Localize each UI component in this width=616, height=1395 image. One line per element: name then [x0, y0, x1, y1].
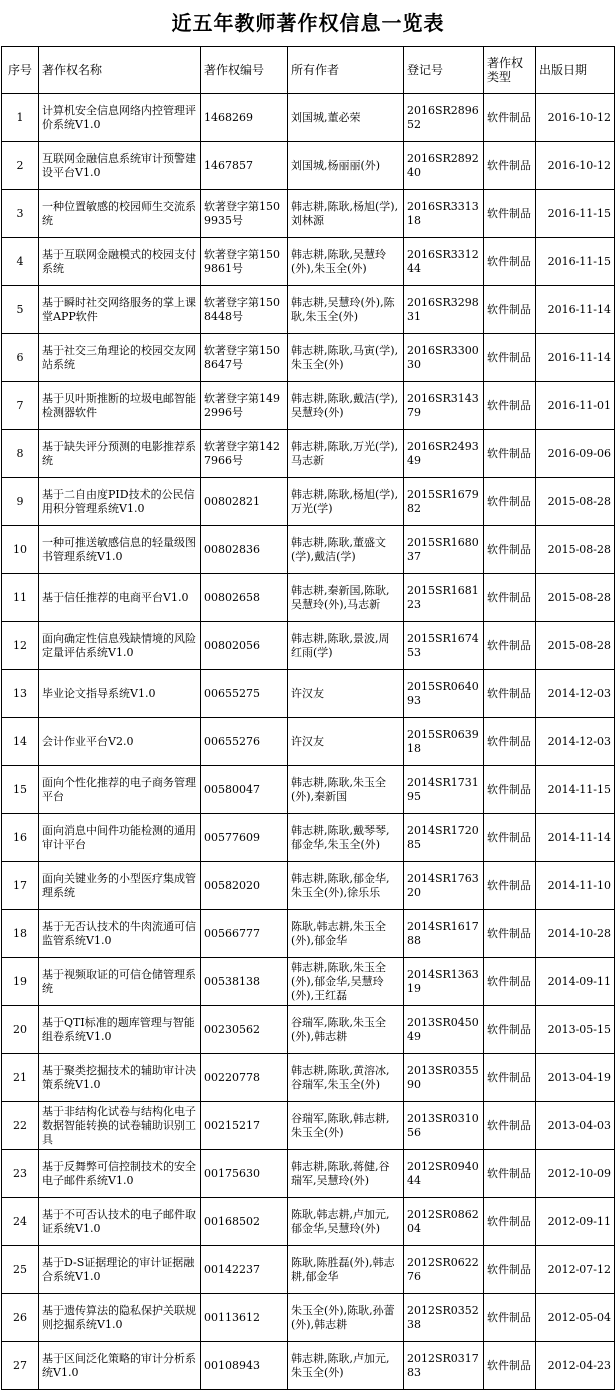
cell-code: 00175630	[201, 1150, 288, 1198]
cell-code: 00538138	[201, 958, 288, 1006]
cell-authors: 韩志耕,陈耿,朱玉全(外),秦新国	[288, 766, 404, 814]
cell-no: 21	[2, 1054, 39, 1102]
cell-code: 00168502	[201, 1198, 288, 1246]
cell-reg: 2016SR329831	[404, 286, 484, 334]
cell-type: 软件制品	[484, 814, 536, 862]
cell-name: 面向个性化推荐的电子商务管理平台	[39, 766, 201, 814]
cell-code: 软著登字第1492996号	[201, 382, 288, 430]
cell-code: 软著登字第1508647号	[201, 334, 288, 382]
table-row	[2, 1246, 615, 1294]
cell-name: 基于反舞弊可信控制技术的安全电子邮件系统V1.0	[39, 1150, 201, 1198]
cell-reg: 2016SR314379	[404, 382, 484, 430]
cell-no: 6	[2, 334, 39, 382]
cell-authors: 许汉友	[288, 670, 404, 718]
cell-no: 22	[2, 1102, 39, 1150]
cell-no: 7	[2, 382, 39, 430]
cell-type: 软件制品	[484, 1054, 536, 1102]
cell-code: 00230562	[201, 1006, 288, 1054]
table-row	[2, 238, 615, 286]
cell-reg: 2014SR172085	[404, 814, 484, 862]
table-row	[2, 1150, 615, 1198]
cell-date: 2014-12-03	[536, 718, 615, 766]
cell-authors: 韩志耕,陈耿,郁金华,朱玉全(外),徐乐乐	[288, 862, 404, 910]
header-cell-name: 著作权名称	[39, 47, 201, 94]
cell-authors: 谷瑞军,陈耿,韩志耕,朱玉全(外)	[288, 1102, 404, 1150]
cell-date: 2016-10-12	[536, 94, 615, 142]
cell-date: 2016-11-14	[536, 334, 615, 382]
cell-code: 软著登字第1508448号	[201, 286, 288, 334]
cell-date: 2014-10-28	[536, 910, 615, 958]
table-row	[2, 1102, 615, 1150]
cell-date: 2012-04-23	[536, 1342, 615, 1390]
cell-name: 基于信任推荐的电商平台V1.0	[39, 574, 201, 622]
cell-no: 20	[2, 1006, 39, 1054]
cell-authors: 谷瑞军,陈耿,朱玉全(外),韩志耕	[288, 1006, 404, 1054]
cell-no: 13	[2, 670, 39, 718]
cell-name: 面向消息中间件功能检测的通用审计平台	[39, 814, 201, 862]
cell-name: 基于聚类挖掘技术的辅助审计决策系统V1.0	[39, 1054, 201, 1102]
copyright-table	[1, 46, 615, 1390]
cell-authors: 陈耿,韩志耕,卢加元,郁金华,吴慧玲(外)	[288, 1198, 404, 1246]
cell-code: 00582020	[201, 862, 288, 910]
cell-reg: 2015SR168123	[404, 574, 484, 622]
cell-type: 软件制品	[484, 526, 536, 574]
cell-authors: 韩志耕,陈耿,吴慧玲(外),朱玉全(外)	[288, 238, 404, 286]
table-row	[2, 958, 615, 1006]
cell-type: 软件制品	[484, 1342, 536, 1390]
cell-code: 00220778	[201, 1054, 288, 1102]
cell-type: 软件制品	[484, 142, 536, 190]
cell-authors: 韩志耕,陈耿,蒋健,谷瑞军,吴慧玲(外)	[288, 1150, 404, 1198]
cell-date: 2013-04-03	[536, 1102, 615, 1150]
table-row	[2, 1294, 615, 1342]
cell-code: 00802836	[201, 526, 288, 574]
table-row	[2, 190, 615, 238]
cell-code: 软著登字第1427966号	[201, 430, 288, 478]
table-row	[2, 862, 615, 910]
cell-authors: 韩志耕,陈耿,黄溶冰,谷瑞军,朱玉全(外)	[288, 1054, 404, 1102]
header-cell-authors: 所有作者	[288, 47, 404, 94]
cell-type: 软件制品	[484, 190, 536, 238]
cell-no: 15	[2, 766, 39, 814]
cell-date: 2014-11-10	[536, 862, 615, 910]
cell-authors: 韩志耕,陈耿,卢加元,朱玉全(外)	[288, 1342, 404, 1390]
cell-no: 17	[2, 862, 39, 910]
cell-reg: 2015SR167453	[404, 622, 484, 670]
cell-type: 软件制品	[484, 1006, 536, 1054]
cell-reg: 2013SR035590	[404, 1054, 484, 1102]
cell-no: 14	[2, 718, 39, 766]
cell-name: 面向确定性信息残缺情境的风险定量评估系统V1.0	[39, 622, 201, 670]
cell-name: 基于D-S证据理论的审计证据融合系统V1.0	[39, 1246, 201, 1294]
cell-authors: 韩志耕,陈耿,朱玉全(外),郁金华,吴慧玲(外),王红磊	[288, 958, 404, 1006]
cell-reg: 2016SR331244	[404, 238, 484, 286]
table-row	[2, 670, 615, 718]
cell-date: 2015-08-28	[536, 574, 615, 622]
cell-reg: 2012SR086204	[404, 1198, 484, 1246]
cell-type: 软件制品	[484, 1102, 536, 1150]
cell-type: 软件制品	[484, 622, 536, 670]
cell-authors: 韩志耕,秦新国,陈耿,吴慧玲(外),马志新	[288, 574, 404, 622]
cell-code: 1468269	[201, 94, 288, 142]
cell-date: 2016-10-12	[536, 142, 615, 190]
cell-no: 25	[2, 1246, 39, 1294]
cell-no: 9	[2, 478, 39, 526]
cell-name: 基于非结构化试卷与结构化电子数据智能转换的试卷辅助识别工具	[39, 1102, 201, 1150]
cell-date: 2015-08-28	[536, 478, 615, 526]
cell-authors: 韩志耕,吴慧玲(外),陈耿,朱玉全(外)	[288, 286, 404, 334]
header-cell-reg: 登记号	[404, 47, 484, 94]
cell-date: 2013-04-19	[536, 1054, 615, 1102]
cell-name: 毕业论文指导系统V1.0	[39, 670, 201, 718]
cell-reg: 2015SR168037	[404, 526, 484, 574]
cell-code: 1467857	[201, 142, 288, 190]
cell-date: 2012-07-12	[536, 1246, 615, 1294]
cell-no: 11	[2, 574, 39, 622]
cell-code: 00802056	[201, 622, 288, 670]
cell-type: 软件制品	[484, 94, 536, 142]
table-row	[2, 766, 615, 814]
cell-name: 基于瞬时社交网络服务的掌上课堂APP软件	[39, 286, 201, 334]
cell-type: 软件制品	[484, 478, 536, 526]
cell-name: 会计作业平台V2.0	[39, 718, 201, 766]
cell-date: 2012-05-04	[536, 1294, 615, 1342]
cell-no: 23	[2, 1150, 39, 1198]
cell-reg: 2012SR035238	[404, 1294, 484, 1342]
cell-code: 00566777	[201, 910, 288, 958]
cell-name: 一种位置敏感的校园师生交流系统	[39, 190, 201, 238]
table-row	[2, 1006, 615, 1054]
table-row	[2, 286, 615, 334]
cell-authors: 韩志耕,陈耿,景波,周红雨(学)	[288, 622, 404, 670]
cell-name: 计算机安全信息网络内控管理评价系统V1.0	[39, 94, 201, 142]
cell-date: 2014-11-14	[536, 814, 615, 862]
cell-type: 软件制品	[484, 958, 536, 1006]
cell-type: 软件制品	[484, 1294, 536, 1342]
cell-code: 00108943	[201, 1342, 288, 1390]
cell-code: 00577609	[201, 814, 288, 862]
cell-reg: 2014SR136319	[404, 958, 484, 1006]
table-row	[2, 430, 615, 478]
cell-authors: 刘国城,杨丽丽(外)	[288, 142, 404, 190]
cell-code: 00215217	[201, 1102, 288, 1150]
cell-date: 2014-11-15	[536, 766, 615, 814]
cell-name: 基于缺失评分预测的电影推荐系统	[39, 430, 201, 478]
cell-reg: 2015SR167982	[404, 478, 484, 526]
table-row	[2, 478, 615, 526]
cell-authors: 朱玉全(外),陈耿,孙蕾(外),韩志耕	[288, 1294, 404, 1342]
cell-date: 2016-11-14	[536, 286, 615, 334]
table-row	[2, 526, 615, 574]
cell-name: 互联网金融信息系统审计预警建设平台V1.0	[39, 142, 201, 190]
cell-name: 基于视频取证的可信仓储管理系统	[39, 958, 201, 1006]
cell-type: 软件制品	[484, 718, 536, 766]
cell-code: 00655275	[201, 670, 288, 718]
table-row	[2, 1198, 615, 1246]
cell-type: 软件制品	[484, 910, 536, 958]
cell-name: 基于QTI标准的题库管理与智能组卷系统V1.0	[39, 1006, 201, 1054]
cell-authors: 韩志耕,陈耿,戴洁(学),吴慧玲(外)	[288, 382, 404, 430]
cell-code: 00580047	[201, 766, 288, 814]
cell-reg: 2016SR331318	[404, 190, 484, 238]
cell-authors: 韩志耕,陈耿,万光(学),马志新	[288, 430, 404, 478]
cell-code: 00802821	[201, 478, 288, 526]
cell-date: 2015-08-28	[536, 526, 615, 574]
cell-type: 软件制品	[484, 574, 536, 622]
table-row	[2, 814, 615, 862]
cell-type: 软件制品	[484, 670, 536, 718]
cell-authors: 韩志耕,陈耿,董盛文(学),戴洁(学)	[288, 526, 404, 574]
table-row	[2, 94, 615, 142]
header-cell-date: 出版日期	[536, 47, 615, 94]
table-row	[2, 910, 615, 958]
cell-no: 10	[2, 526, 39, 574]
cell-date: 2012-10-09	[536, 1150, 615, 1198]
cell-no: 18	[2, 910, 39, 958]
cell-authors: 陈耿,陈胜磊(外),韩志耕,郁金华	[288, 1246, 404, 1294]
cell-authors: 韩志耕,陈耿,杨旭(学),刘林源	[288, 190, 404, 238]
cell-code: 软著登字第1509935号	[201, 190, 288, 238]
cell-no: 16	[2, 814, 39, 862]
cell-reg: 2016SR330030	[404, 334, 484, 382]
cell-code: 00113612	[201, 1294, 288, 1342]
table-row	[2, 718, 615, 766]
table-body	[2, 94, 615, 1390]
header-cell-type: 著作权类型	[484, 47, 536, 94]
cell-date: 2016-11-15	[536, 190, 615, 238]
cell-date: 2016-11-15	[536, 238, 615, 286]
cell-date: 2016-09-06	[536, 430, 615, 478]
cell-no: 19	[2, 958, 39, 1006]
cell-date: 2015-08-28	[536, 622, 615, 670]
cell-type: 软件制品	[484, 286, 536, 334]
header-cell-no: 序号	[2, 47, 39, 94]
cell-no: 5	[2, 286, 39, 334]
cell-type: 软件制品	[484, 862, 536, 910]
cell-type: 软件制品	[484, 1198, 536, 1246]
cell-code: 00142237	[201, 1246, 288, 1294]
cell-no: 3	[2, 190, 39, 238]
cell-type: 软件制品	[484, 382, 536, 430]
cell-type: 软件制品	[484, 334, 536, 382]
cell-code: 软著登字第1509861号	[201, 238, 288, 286]
cell-name: 面向关键业务的小型医疗集成管理系统	[39, 862, 201, 910]
cell-date: 2012-09-11	[536, 1198, 615, 1246]
cell-reg: 2016SR289240	[404, 142, 484, 190]
cell-name: 基于遗传算法的隐私保护关联规则挖掘系统V1.0	[39, 1294, 201, 1342]
cell-authors: 韩志耕,陈耿,戴琴琴,郁金华,朱玉全(外)	[288, 814, 404, 862]
cell-name: 基于互联网金融模式的校园支付系统	[39, 238, 201, 286]
cell-type: 软件制品	[484, 1246, 536, 1294]
cell-reg: 2012SR094044	[404, 1150, 484, 1198]
table-row	[2, 334, 615, 382]
cell-type: 软件制品	[484, 766, 536, 814]
cell-authors: 韩志耕,陈耿,杨旭(学),万光(学)	[288, 478, 404, 526]
cell-reg: 2014SR176320	[404, 862, 484, 910]
cell-reg: 2012SR062276	[404, 1246, 484, 1294]
cell-no: 2	[2, 142, 39, 190]
cell-reg: 2013SR031056	[404, 1102, 484, 1150]
table-row	[2, 622, 615, 670]
cell-no: 8	[2, 430, 39, 478]
cell-name: 基于无否认技术的牛肉流通可信监管系统V1.0	[39, 910, 201, 958]
cell-authors: 陈耿,韩志耕,朱玉全(外),郁金华	[288, 910, 404, 958]
cell-reg: 2014SR173195	[404, 766, 484, 814]
cell-no: 4	[2, 238, 39, 286]
cell-code: 00802658	[201, 574, 288, 622]
cell-authors: 韩志耕,陈耿,马寅(学),朱玉全(外)	[288, 334, 404, 382]
table-row	[2, 382, 615, 430]
page-title: 近五年教师著作权信息一览表	[171, 11, 445, 35]
cell-name: 基于不可否认技术的电子邮件取证系统V1.0	[39, 1198, 201, 1246]
cell-date: 2014-12-03	[536, 670, 615, 718]
cell-reg: 2012SR031783	[404, 1342, 484, 1390]
cell-name: 基于社交三角理论的校园交友网站系统	[39, 334, 201, 382]
cell-reg: 2013SR045049	[404, 1006, 484, 1054]
cell-reg: 2016SR289652	[404, 94, 484, 142]
table-header-row	[2, 47, 615, 94]
cell-reg: 2015SR063918	[404, 718, 484, 766]
cell-reg: 2016SR249349	[404, 430, 484, 478]
cell-type: 软件制品	[484, 238, 536, 286]
cell-no: 26	[2, 1294, 39, 1342]
table-row	[2, 1054, 615, 1102]
cell-name: 基于贝叶斯推断的垃圾电邮智能检测器软件	[39, 382, 201, 430]
cell-reg: 2015SR064093	[404, 670, 484, 718]
cell-type: 软件制品	[484, 430, 536, 478]
cell-no: 12	[2, 622, 39, 670]
cell-authors: 许汉友	[288, 718, 404, 766]
cell-reg: 2014SR161788	[404, 910, 484, 958]
cell-name: 基于二自由度PID技术的公民信用积分管理系统V1.0	[39, 478, 201, 526]
header-cell-code: 著作权编号	[201, 47, 288, 94]
cell-type: 软件制品	[484, 1150, 536, 1198]
cell-date: 2014-09-11	[536, 958, 615, 1006]
table-row	[2, 574, 615, 622]
cell-name: 基于区间泛化策略的审计分析系统V1.0	[39, 1342, 201, 1390]
cell-no: 24	[2, 1198, 39, 1246]
cell-no: 1	[2, 94, 39, 142]
cell-date: 2013-05-15	[536, 1006, 615, 1054]
table-row	[2, 142, 615, 190]
cell-no: 27	[2, 1342, 39, 1390]
cell-authors: 刘国城,董必荣	[288, 94, 404, 142]
cell-date: 2016-11-01	[536, 382, 615, 430]
table-row	[2, 1342, 615, 1390]
cell-name: 一种可推送敏感信息的轻量级图书管理系统V1.0	[39, 526, 201, 574]
cell-code: 00655276	[201, 718, 288, 766]
